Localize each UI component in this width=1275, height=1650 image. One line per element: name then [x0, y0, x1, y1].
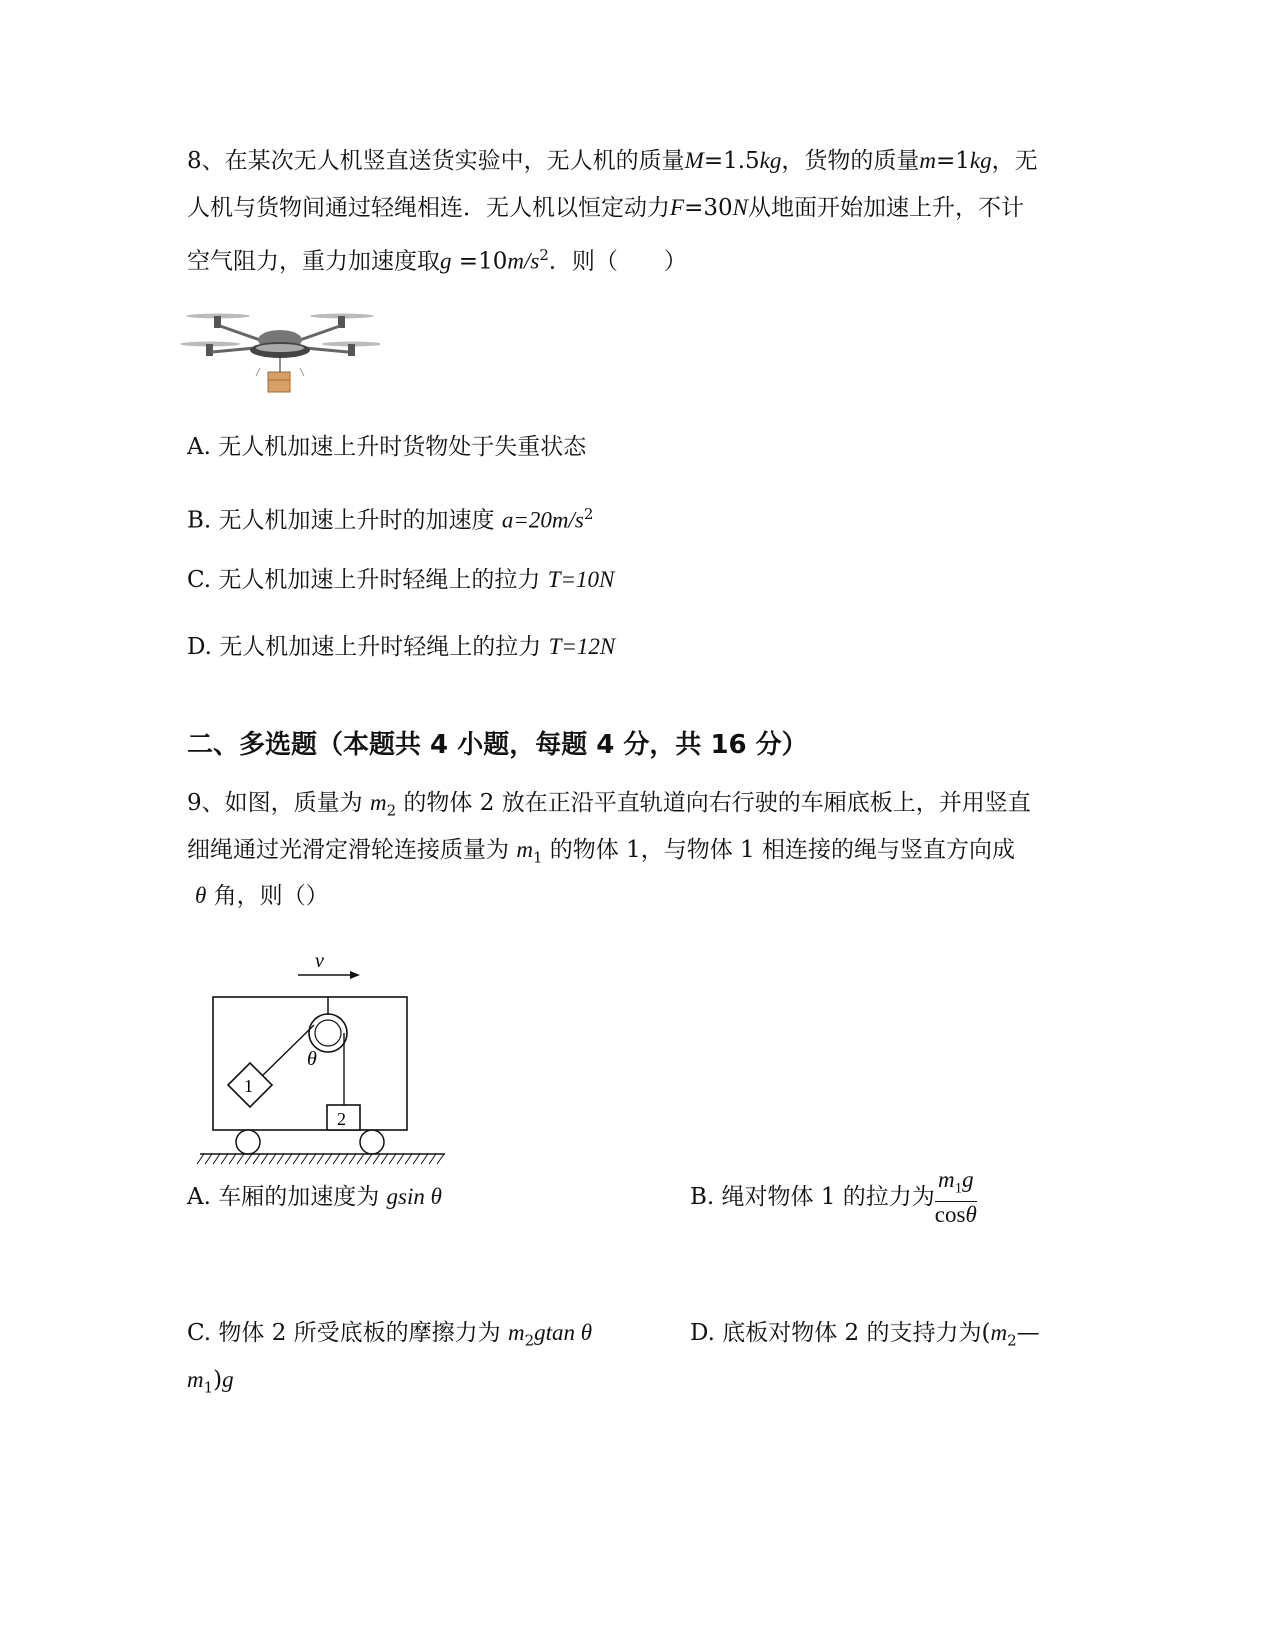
wheel-left	[236, 1130, 260, 1154]
hatch-mark	[205, 1154, 212, 1164]
hatch-mark	[261, 1154, 268, 1164]
q8-option-d: D. 无人机加速上升时轻绳上的拉力 T=12N	[187, 634, 616, 660]
hatch-mark	[357, 1154, 364, 1164]
q8-option-b: B. 无人机加速上升时的加速度 $a=20m/s^2$	[187, 505, 594, 534]
hatch-mark	[421, 1154, 428, 1164]
q8-line-3: 空气阻力，重力加速度取$g =10m/s^2$．则（ ）	[187, 246, 687, 275]
q9-option-b: B. 绳对物体 1 的拉力为 $\frac{m_1g}{\cos\theta}$	[690, 1167, 977, 1227]
pulley-inner	[315, 1020, 341, 1046]
hatch-mark	[301, 1154, 308, 1164]
q8-option-c: C. 无人机加速上升时轻绳上的拉力 T=10N	[187, 567, 615, 593]
q9-option-c: C. 物体 2 所受底板的摩擦力为 $m_2gtan$ θ	[187, 1320, 593, 1350]
hatch-mark	[317, 1154, 324, 1164]
hatch-mark	[437, 1154, 444, 1164]
hatch-mark	[309, 1154, 316, 1164]
hatch-mark	[365, 1154, 372, 1164]
q8-line-2: 人机与货物间通过轻绳相连．无人机以恒定动力F=30N从地面开始加速上升，不计	[187, 195, 1024, 221]
hatch-mark	[285, 1154, 292, 1164]
wheel-right	[360, 1130, 384, 1154]
hatch-mark	[333, 1154, 340, 1164]
hatch-mark	[341, 1154, 348, 1164]
hatch-mark	[221, 1154, 228, 1164]
hatch-mark	[213, 1154, 220, 1164]
drone-image	[180, 310, 380, 410]
hatch-mark	[381, 1154, 388, 1164]
velocity-arrowhead	[350, 971, 360, 979]
hatch-mark	[197, 1154, 204, 1164]
hatch-mark	[397, 1154, 404, 1164]
q9-option-d-cont: $m_1)g$	[187, 1367, 234, 1397]
hatch-mark	[349, 1154, 356, 1164]
q9-line-1: 9、如图，质量为 $m_2$ 的物体 2 放在正沿平直轨道向右行驶的车厢底板上，并用竖直	[187, 790, 1031, 820]
velocity-label: v	[315, 950, 324, 972]
hatch-mark	[373, 1154, 380, 1164]
q9-line-3: θ 角，则（）	[195, 883, 329, 909]
hatch-mark	[413, 1154, 420, 1164]
inclined-rope	[260, 1025, 314, 1078]
q9-option-d: D. 底板对物体 2 的支持力为($m_2—$	[690, 1320, 1040, 1350]
tension-fraction: $\frac{m_1g}{\cos\theta}$	[934, 1167, 977, 1227]
hatch-mark	[229, 1154, 236, 1164]
hatch-mark	[389, 1154, 396, 1164]
hatch-mark	[269, 1154, 276, 1164]
cart-pulley-diagram	[190, 945, 460, 1175]
box-1-label: 1	[244, 1076, 253, 1096]
hatch-mark	[325, 1154, 332, 1164]
hatch-mark	[293, 1154, 300, 1164]
q9-line-2: 细绳通过光滑定滑轮连接质量为 $m_1$ 的物体 1，与物体 1 相连接的绳与竖直方向成	[187, 837, 1015, 867]
box-2-label: 2	[337, 1109, 346, 1129]
hatch-mark	[253, 1154, 260, 1164]
q9-option-a: A. 车厢的加速度为 gsin θ	[187, 1184, 442, 1210]
section-heading: 二、多选题（本题共 4 小题，每题 4 分，共 16 分）	[187, 730, 808, 760]
q8-line-1: 8、在某次无人机竖直送货实验中，无人机的质量M=1.5kg，货物的质量m=1kg，无	[187, 148, 1038, 174]
theta-label: θ	[307, 1048, 317, 1070]
ground-hatching	[197, 1154, 444, 1164]
hatch-mark	[405, 1154, 412, 1164]
hatch-mark	[277, 1154, 284, 1164]
hatch-mark	[245, 1154, 252, 1164]
hatch-mark	[237, 1154, 244, 1164]
hatch-mark	[429, 1154, 436, 1164]
q8-option-a: A. 无人机加速上升时货物处于失重状态	[187, 434, 587, 460]
